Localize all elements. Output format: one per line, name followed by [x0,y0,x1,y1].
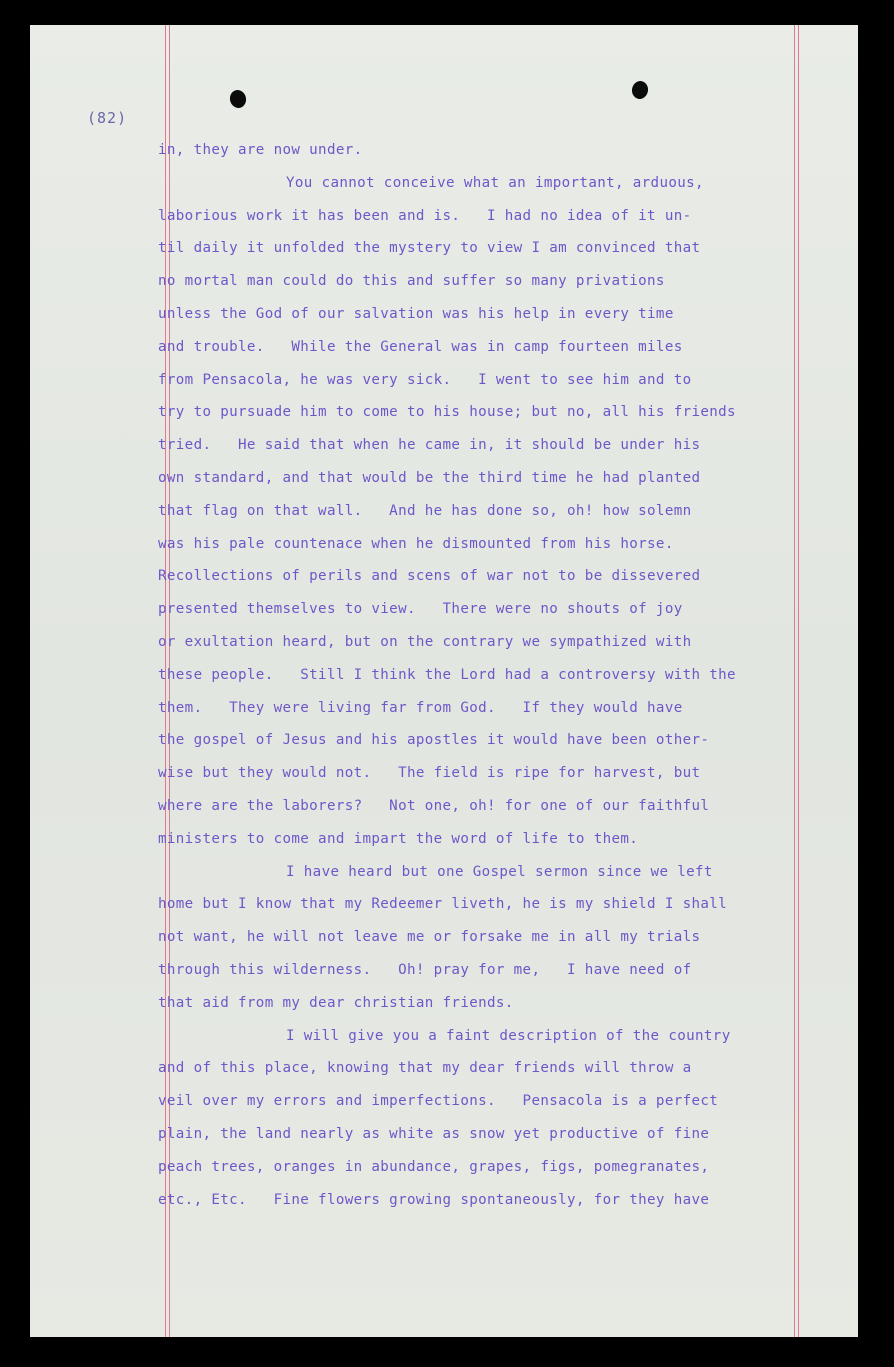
text-line: in, they are now under. [158,142,363,158]
page-number: (82) [87,109,128,127]
text-line: home but I know that my Redeemer liveth, he is my shield I shall [158,896,728,913]
text-line: and trouble. While the General was in camp fourteen miles [158,338,683,355]
text-line: veil over my errors and imperfections. Pensacola is a perfect [158,1093,719,1110]
text-line: from Pensacola, he was very sick. I went to see him and to [158,371,692,388]
text-line: no mortal man could do this and suffer so many privations [158,273,665,290]
text-line: plain, the land nearly as white as snow yet productive of fine [158,1125,710,1142]
text-line: wise but they would not. The field is ripe for harvest, but [158,765,701,782]
text-line: etc., Etc. Fine flowers growing spontaneously, for they have [158,1191,710,1208]
text-line: til daily it unfolded the mystery to view I am convinced that [158,240,701,257]
text-line: I will give you a faint description of the country [286,1027,731,1044]
typed-text-body [158,134,858,1216]
text-line: the gospel of Jesus and his apostles it would have been other- [158,732,710,749]
text-line: Recollections of perils and scens of war not to be dissevered [158,568,701,585]
text-line: where are the laborers? Not one, oh! for one of our faithful [158,797,710,814]
punch-hole-right [631,80,650,101]
text-line: tried. He said that when he came in, it should be under his [158,437,701,454]
text-line: that flag on that wall. And he has done so, oh! how solemn [158,502,692,519]
text-line: peach trees, oranges in abundance, grapes, figs, pomegranates, [158,1158,710,1175]
text-line: laborious work it has been and is. I had no idea of it un- [158,207,692,224]
text-line: and of this place, knowing that my dear friends will throw a [158,1060,692,1077]
text-line: not want, he will not leave me or forsake me in all my trials [158,929,701,946]
text-line: them. They were living far from God. If they would have [158,699,683,716]
text-line: You cannot conceive what an important, arduous, [286,174,704,191]
text-line: I have heard but one Gospel sermon since we left [286,863,713,880]
text-line: or exultation heard, but on the contrary we sympathized with [158,633,692,650]
text-line: through this wilderness. Oh! pray for me, I have need of [158,961,692,978]
text-line: these people. Still I think the Lord had a controversy with the [158,666,736,683]
text-line: try to pursuade him to come to his house; but no, all his friends [158,404,736,421]
punch-hole-left [228,88,248,110]
text-line: ministers to come and impart the word of life to them. [158,830,639,847]
text-line: unless the God of our salvation was his help in every time [158,305,674,322]
text-line: presented themselves to view. There were no shouts of joy [158,601,683,618]
text-line: own standard, and that would be the third time he had planted [158,469,701,486]
text-line: was his pale countenace when he dismounted from his horse. [158,535,674,552]
text-line: that aid from my dear christian friends. [158,994,514,1011]
